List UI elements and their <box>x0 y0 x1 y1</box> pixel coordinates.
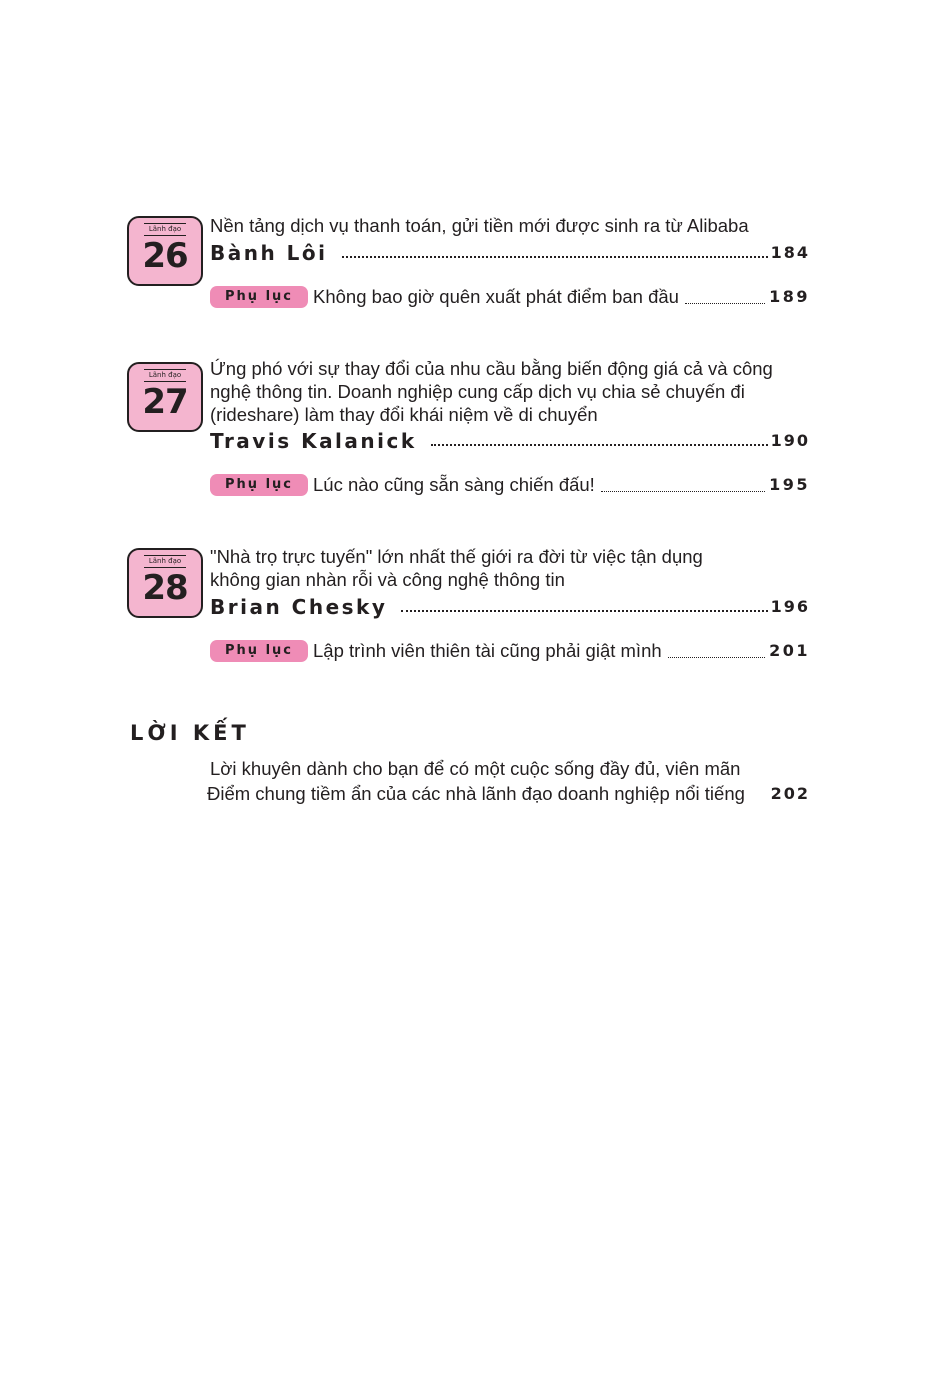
badge-label: Lãnh đạo <box>148 225 182 233</box>
chapter-number: 26 <box>142 236 188 276</box>
appendix-page-number: 195 <box>769 475 810 494</box>
appendix-page-number: 201 <box>769 641 810 660</box>
chapter-badge <box>127 362 203 432</box>
appendix-tag: Phụ lục <box>210 286 308 308</box>
appendix-tag: Phụ lục <box>210 474 308 496</box>
dot-leader <box>601 478 765 492</box>
appendix-row[interactable] <box>210 285 810 309</box>
page-number: 190 <box>770 431 810 450</box>
appendix-row[interactable] <box>210 473 810 497</box>
leader-name: Brian Chesky <box>210 595 388 619</box>
conclusion-subtitle: Lời khuyên dành cho bạn để có một cuộc sống đầy đủ, viên mãn <box>210 758 741 779</box>
appendix-row[interactable] <box>210 639 810 663</box>
subtitle-line: không gian nhàn rỗi và công nghệ thông tin <box>210 569 565 590</box>
appendix-title: Lúc nào cũng sẵn sàng chiến đấu! <box>313 474 595 495</box>
leader-name: Bành Lôi <box>210 241 328 265</box>
dot-leader <box>685 290 765 304</box>
chapter-subtitle <box>210 214 810 237</box>
dot-leader <box>431 444 768 446</box>
appendix-title: Không bao giờ quên xuất phát điểm ban đầu <box>313 286 679 307</box>
dot-leader <box>342 256 768 258</box>
conclusion-heading: LỜI KẾT <box>130 721 250 745</box>
appendix-page-number: 189 <box>769 287 810 306</box>
appendix-title: Lập trình viên thiên tài cũng phải giật mình <box>313 640 662 661</box>
subtitle-line: "Nhà trọ trực tuyến" lớn nhất thế giới ra đời từ việc tận dụng <box>210 546 703 567</box>
subtitle-line: Ứng phó với sự thay đổi của nhu cầu bằng biến động giá cả và công <box>210 358 773 379</box>
conclusion-row[interactable] <box>207 782 810 806</box>
chapter-subtitle <box>210 545 810 591</box>
leader-row[interactable] <box>210 594 810 620</box>
chapter-number: 27 <box>142 382 188 422</box>
conclusion-page-number: 202 <box>770 784 810 803</box>
subtitle-line: (rideshare) làm thay đổi khái niệm về di chuyển <box>210 404 598 425</box>
badge-label: Lãnh đạo <box>148 557 182 565</box>
chapter-badge <box>127 548 203 618</box>
page-number: 184 <box>770 243 810 262</box>
subtitle-line: Nền tảng dịch vụ thanh toán, gửi tiền mới được sinh ra từ Alibaba <box>210 215 749 236</box>
subtitle-line: nghệ thông tin. Doanh nghiệp cung cấp dịch vụ chia sẻ chuyến đi <box>210 381 745 402</box>
chapter-number: 28 <box>142 568 188 608</box>
leader-row[interactable] <box>210 240 810 266</box>
badge-label: Lãnh đạo <box>148 371 182 379</box>
appendix-tag: Phụ lục <box>210 640 308 662</box>
conclusion-title: Điểm chung tiềm ẩn của các nhà lãnh đạo doanh nghiệp nổi tiếng <box>207 783 745 804</box>
page-number: 196 <box>770 597 810 616</box>
chapter-badge <box>127 216 203 286</box>
dot-leader <box>401 610 767 612</box>
leader-name: Travis Kalanick <box>210 429 417 453</box>
dot-leader <box>668 644 765 658</box>
chapter-subtitle <box>210 357 810 426</box>
leader-row[interactable] <box>210 428 810 454</box>
